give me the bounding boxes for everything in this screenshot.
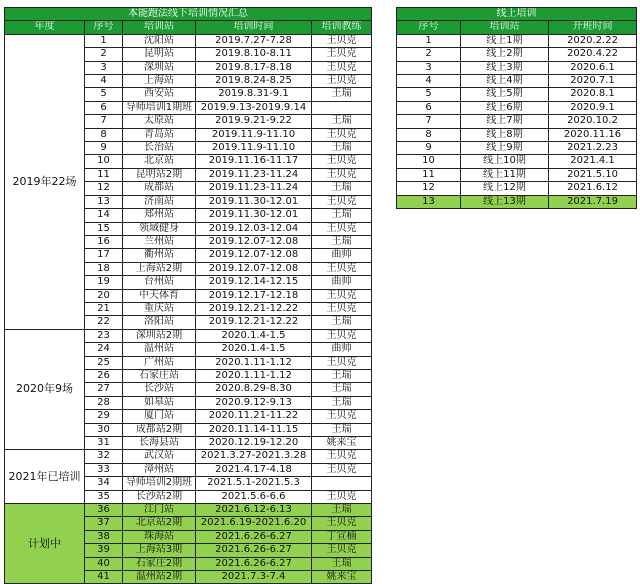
training-time: 2020.1.4-1.5	[196, 343, 312, 356]
row-number: 34	[85, 477, 123, 490]
training-site: 石家庄站	[123, 369, 196, 382]
training-coach: 王贝克	[312, 289, 372, 302]
training-site: 台州站	[123, 276, 196, 289]
training-coach: 王贝克	[312, 463, 372, 476]
training-time: 2021.5.1-2021.5.3	[196, 477, 312, 490]
training-time: 2019.8.17-8.18	[196, 61, 312, 74]
training-site: 长沙站	[123, 383, 196, 396]
training-coach: 王瑞	[312, 209, 372, 222]
training-coach: 王贝克	[312, 222, 372, 235]
training-time: 2019.9.21-9.22	[196, 115, 312, 128]
training-time: 2020.9.12-9.13	[196, 396, 312, 409]
year-group-label: 2020年9场	[5, 329, 85, 450]
online-session: 线上7期	[461, 115, 549, 128]
online-row-number: 1	[397, 34, 461, 47]
training-site: 昆明站2期	[123, 168, 196, 181]
online-start-date: 2020.9.1	[549, 101, 637, 114]
row-number: 31	[85, 437, 123, 450]
training-time: 2020.12.19-12.20	[196, 437, 312, 450]
row-number: 13	[85, 195, 123, 208]
row-number: 35	[85, 490, 123, 503]
training-coach: 王瑞	[312, 557, 372, 570]
training-site: 中天体育	[123, 289, 196, 302]
online-training-table	[396, 7, 637, 209]
online-row-number: 11	[397, 168, 461, 181]
online-session: 线上5期	[461, 88, 549, 101]
training-coach: 王贝克	[312, 262, 372, 275]
training-site: 兰州站	[123, 235, 196, 248]
row-number: 39	[85, 544, 123, 557]
training-time: 2019.12.07-12.08	[196, 235, 312, 248]
row-number: 3	[85, 61, 123, 74]
online-session: 线上2期	[461, 48, 549, 61]
online-row-number: 3	[397, 61, 461, 74]
training-time: 2020.1.11-1.12	[196, 356, 312, 369]
header-time: 培训时间	[196, 21, 312, 34]
row-number: 20	[85, 289, 123, 302]
row-number: 9	[85, 142, 123, 155]
training-time: 2020.8.29-8.30	[196, 383, 312, 396]
training-time: 2019.11.23-11.24	[196, 182, 312, 195]
row-number: 41	[85, 571, 123, 584]
offline-header-row	[5, 21, 372, 34]
training-coach: 王瑞	[312, 316, 372, 329]
training-site: 如皋站	[123, 396, 196, 409]
training-coach: 王贝克	[312, 302, 372, 315]
training-site: 郑州站	[123, 209, 196, 222]
training-coach: 王瑞	[312, 115, 372, 128]
training-coach: 王贝克	[312, 128, 372, 141]
training-time: 2019.12.21-12.22	[196, 302, 312, 315]
row-number: 11	[85, 168, 123, 181]
training-coach: 王贝克	[312, 155, 372, 168]
training-coach: 王贝克	[312, 356, 372, 369]
training-site: 昆明站	[123, 48, 196, 61]
online-header-time: 开班时间	[549, 21, 637, 34]
training-time: 2020.11.21-11.22	[196, 410, 312, 423]
training-site: 温州站2期	[123, 571, 196, 584]
row-number: 8	[85, 128, 123, 141]
training-time: 2019.11.23-11.24	[196, 168, 312, 181]
offline-row	[5, 34, 372, 47]
online-row-number: 4	[397, 75, 461, 88]
training-site: 衢州站	[123, 249, 196, 262]
online-session: 线上10期	[461, 155, 549, 168]
training-time: 2019.8.24-8.25	[196, 75, 312, 88]
online-row-number: 2	[397, 48, 461, 61]
training-site: 深圳站	[123, 61, 196, 74]
row-number: 28	[85, 396, 123, 409]
online-session: 线上1期	[461, 34, 549, 47]
training-site: 西安站	[123, 88, 196, 101]
online-row-number: 13	[397, 195, 461, 208]
row-number: 15	[85, 222, 123, 235]
training-coach: 王瑞	[312, 369, 372, 382]
training-coach: 曲帅	[312, 249, 372, 262]
online-row	[397, 88, 637, 101]
row-number: 2	[85, 48, 123, 61]
row-number: 16	[85, 235, 123, 248]
offline-training-table	[4, 7, 372, 584]
online-title-row	[397, 8, 637, 21]
training-coach: 王瑞	[312, 504, 372, 517]
training-coach: 王瑞	[312, 235, 372, 248]
online-title: 线上培训	[397, 8, 637, 21]
offline-row	[5, 329, 372, 342]
training-time: 2019.8.10-8.11	[196, 48, 312, 61]
online-row-number: 9	[397, 142, 461, 155]
training-coach: 姚来宝	[312, 437, 372, 450]
training-coach: 王贝克	[312, 544, 372, 557]
training-coach: 王贝克	[312, 450, 372, 463]
year-group-label: 2021年已培训	[5, 450, 85, 504]
training-site: 长治站	[123, 142, 196, 155]
year-group-label: 计划中	[5, 504, 85, 584]
row-number: 23	[85, 329, 123, 342]
row-number: 32	[85, 450, 123, 463]
training-coach: 王贝克	[312, 517, 372, 530]
training-site: 长海县站	[123, 437, 196, 450]
online-row-number: 10	[397, 155, 461, 168]
training-time: 2021.6.26-6.27	[196, 544, 312, 557]
online-start-date: 2020.10.2	[549, 115, 637, 128]
row-number: 19	[85, 276, 123, 289]
row-number: 24	[85, 343, 123, 356]
row-number: 5	[85, 88, 123, 101]
training-time: 2021.7.3-7.4	[196, 571, 312, 584]
online-session: 线上9期	[461, 142, 549, 155]
training-site: 领域健身	[123, 222, 196, 235]
online-header-row	[397, 21, 637, 34]
online-row	[397, 75, 637, 88]
training-time: 2020.1.11-1.12	[196, 369, 312, 382]
training-time: 2019.12.03-12.04	[196, 222, 312, 235]
header-site: 培训站	[123, 21, 196, 34]
online-start-date: 2020.7.1	[549, 75, 637, 88]
row-number: 18	[85, 262, 123, 275]
row-number: 37	[85, 517, 123, 530]
training-site: 成都站	[123, 182, 196, 195]
online-row-number: 7	[397, 115, 461, 128]
offline-row	[5, 504, 372, 517]
training-coach: 王贝克	[312, 75, 372, 88]
training-site: 上海站	[123, 75, 196, 88]
training-time: 2021.3.27-2021.3.28	[196, 450, 312, 463]
row-number: 27	[85, 383, 123, 396]
row-number: 17	[85, 249, 123, 262]
training-time: 2021.6.26-6.27	[196, 530, 312, 543]
training-time: 2019.11.30-12.01	[196, 195, 312, 208]
row-number: 14	[85, 209, 123, 222]
training-coach: 王贝克	[312, 34, 372, 47]
training-coach	[312, 477, 372, 490]
training-time: 2021.6.12-6.13	[196, 504, 312, 517]
online-row	[397, 115, 637, 128]
online-row	[397, 155, 637, 168]
training-time: 2019.9.13-2019.9.14	[196, 101, 312, 114]
training-time: 2021.5.6-6.6	[196, 490, 312, 503]
training-site: 珠海站	[123, 530, 196, 543]
row-number: 4	[85, 75, 123, 88]
training-coach: 王贝克	[312, 329, 372, 342]
online-row	[397, 61, 637, 74]
online-start-date: 2021.2.23	[549, 142, 637, 155]
training-site: 上海站3期	[123, 544, 196, 557]
row-number: 33	[85, 463, 123, 476]
online-row-number: 6	[397, 101, 461, 114]
online-row	[397, 142, 637, 155]
training-site: 济南站	[123, 195, 196, 208]
training-time: 2019.11.9-11.10	[196, 128, 312, 141]
training-time: 2019.7.27-7.28	[196, 34, 312, 47]
online-row-number: 8	[397, 128, 461, 141]
row-number: 29	[85, 410, 123, 423]
training-site: 厦门站	[123, 410, 196, 423]
online-start-date: 2021.7.19	[549, 195, 637, 208]
row-number: 7	[85, 115, 123, 128]
training-coach: 姚来宝	[312, 571, 372, 584]
online-session: 线上13期	[461, 195, 549, 208]
training-time: 2019.12.21-12.22	[196, 316, 312, 329]
online-session: 线上11期	[461, 168, 549, 181]
training-time: 2021.6.26-6.27	[196, 557, 312, 570]
online-start-date: 2020.4.22	[549, 48, 637, 61]
training-time: 2019.12.07-12.08	[196, 249, 312, 262]
training-time: 2019.12.07-12.08	[196, 262, 312, 275]
online-row	[397, 48, 637, 61]
training-site: 洛阳站	[123, 316, 196, 329]
online-row	[397, 195, 637, 208]
training-time: 2021.6.19-2021.6.20	[196, 517, 312, 530]
training-coach: 王贝克	[312, 195, 372, 208]
training-site: 重庆站	[123, 302, 196, 315]
online-row	[397, 128, 637, 141]
online-start-date: 2020.2.22	[549, 34, 637, 47]
online-session: 线上12期	[461, 182, 549, 195]
online-start-date: 2021.6.12	[549, 182, 637, 195]
online-start-date: 2020.8.1	[549, 88, 637, 101]
training-time: 2019.11.9-11.10	[196, 142, 312, 155]
training-site: 上海站2期	[123, 262, 196, 275]
row-number: 26	[85, 369, 123, 382]
training-coach: 王瑞	[312, 383, 372, 396]
online-start-date: 2021.5.10	[549, 168, 637, 181]
offline-title: 本能跑法线下培训情况汇总	[5, 8, 372, 21]
training-site: 太原站	[123, 115, 196, 128]
row-number: 25	[85, 356, 123, 369]
training-time: 2019.12.14-12.15	[196, 276, 312, 289]
training-time: 2020.11.14-11.15	[196, 423, 312, 436]
training-time: 2019.8.31-9.1	[196, 88, 312, 101]
training-coach: 王贝克	[312, 490, 372, 503]
online-header-no: 序号	[397, 21, 461, 34]
header-year: 年度	[5, 21, 85, 34]
training-site: 北京站	[123, 155, 196, 168]
training-site: 石家庄2期	[123, 557, 196, 570]
training-time: 2019.11.16-11.17	[196, 155, 312, 168]
online-start-date: 2021.4.1	[549, 155, 637, 168]
training-time: 2020.1.4-1.5	[196, 329, 312, 342]
training-coach: 王贝克	[312, 48, 372, 61]
training-time: 2019.11.30-12.01	[196, 209, 312, 222]
online-session: 线上8期	[461, 128, 549, 141]
training-time: 2021.4.17-4.18	[196, 463, 312, 476]
row-number: 6	[85, 101, 123, 114]
online-row	[397, 34, 637, 47]
training-time: 2019.12.17-12.18	[196, 289, 312, 302]
online-header-site: 培训站	[461, 21, 549, 34]
training-site: 导师培训2期班	[123, 477, 196, 490]
training-site: 北京站2期	[123, 517, 196, 530]
online-row-number: 12	[397, 182, 461, 195]
training-coach: 王贝克	[312, 61, 372, 74]
online-row	[397, 168, 637, 181]
training-coach: 王瑞	[312, 182, 372, 195]
header-no: 序号	[85, 21, 123, 34]
offline-row	[5, 450, 372, 463]
training-coach: 曲帅	[312, 343, 372, 356]
offline-title-row	[5, 8, 372, 21]
training-site: 青岛站	[123, 128, 196, 141]
training-site: 导师培训1期班	[123, 101, 196, 114]
row-number: 12	[85, 182, 123, 195]
training-coach: 王瑞	[312, 396, 372, 409]
training-coach: 王贝克	[312, 168, 372, 181]
online-row	[397, 182, 637, 195]
training-site: 武汉站	[123, 450, 196, 463]
online-session: 线上3期	[461, 61, 549, 74]
row-number: 10	[85, 155, 123, 168]
training-coach: 王瑞	[312, 423, 372, 436]
training-site: 沈阳站	[123, 34, 196, 47]
online-row	[397, 101, 637, 114]
header-coach: 培训教练	[312, 21, 372, 34]
training-site: 漳州站	[123, 463, 196, 476]
row-number: 40	[85, 557, 123, 570]
row-number: 21	[85, 302, 123, 315]
year-group-label: 2019年22场	[5, 34, 85, 329]
row-number: 38	[85, 530, 123, 543]
row-number: 36	[85, 504, 123, 517]
training-coach: 王瑞	[312, 142, 372, 155]
row-number: 1	[85, 34, 123, 47]
training-site: 成都站2期	[123, 423, 196, 436]
row-number: 22	[85, 316, 123, 329]
training-coach: 王瑞	[312, 88, 372, 101]
training-site: 江门站	[123, 504, 196, 517]
online-session: 线上6期	[461, 101, 549, 114]
training-site: 广州站	[123, 356, 196, 369]
training-coach: 王贝克	[312, 410, 372, 423]
online-start-date: 2020.6.1	[549, 61, 637, 74]
online-start-date: 2020.11.16	[549, 128, 637, 141]
row-number: 30	[85, 423, 123, 436]
training-coach: 曲帅	[312, 276, 372, 289]
training-site: 深圳站2期	[123, 329, 196, 342]
online-session: 线上4期	[461, 75, 549, 88]
training-site: 长沙站2期	[123, 490, 196, 503]
training-coach	[312, 101, 372, 114]
training-coach: 丁宣楠	[312, 530, 372, 543]
online-row-number: 5	[397, 88, 461, 101]
training-site: 温州站	[123, 343, 196, 356]
